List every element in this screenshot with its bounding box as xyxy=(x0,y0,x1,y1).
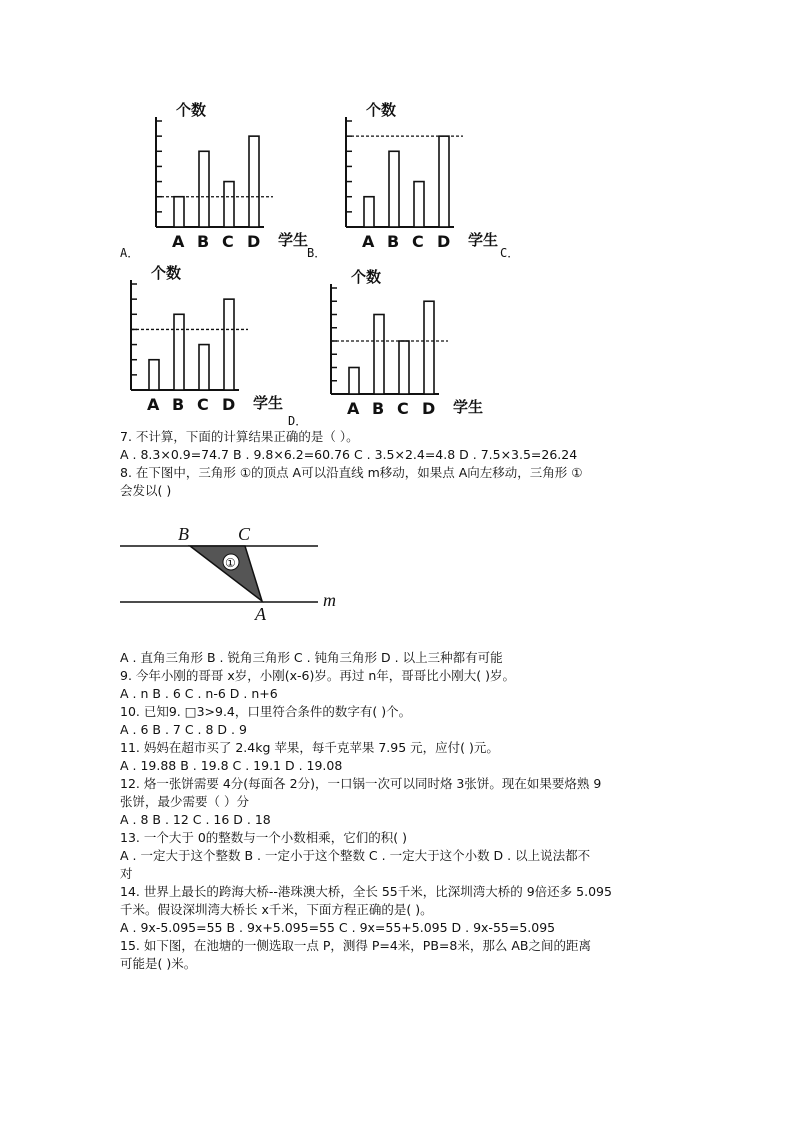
bar-B xyxy=(389,151,399,227)
x-tick-label-A: A xyxy=(347,399,360,418)
bar-A xyxy=(349,368,359,395)
option-b-label: B． xyxy=(307,246,327,260)
chart-option-d xyxy=(315,262,490,426)
x-tick-label-D: D xyxy=(422,399,436,418)
q15-stem-1: 15. 如下图，在池塘的一侧选取一点 P，测得 P=4米，PB=8米，那么 AB之间的距离 xyxy=(120,938,591,953)
q11-options: A . 19.88 B . 19.8 C . 19.1 D . 19.08 xyxy=(120,758,343,773)
bar-A xyxy=(364,197,374,227)
triangle-1 xyxy=(190,546,262,601)
x-tick-label-B: B xyxy=(197,232,210,251)
q14-stem-2: 千米。假设深圳湾大桥长 x千米，下面方程正确的是( )。 xyxy=(120,902,433,917)
chart-b-svg xyxy=(330,95,500,260)
x-tick-label-D: D xyxy=(247,232,261,251)
x-tick-label-B: B xyxy=(372,399,385,418)
point-c-label: C xyxy=(238,524,251,544)
bar-C xyxy=(224,182,234,227)
q7-options: A . 8.3×0.9=74.7 B . 9.8×6.2=60.76 C . 3.5×2.4=4.8 D . 7.5×3.5=26.24 xyxy=(120,447,578,462)
x-tick-label-A: A xyxy=(172,232,185,251)
bar-D xyxy=(439,136,449,227)
x-tick-label-C: C xyxy=(222,232,234,251)
q12-options: A . 8 B . 12 C . 16 D . 18 xyxy=(120,812,271,827)
bar-D xyxy=(249,136,259,227)
bar-B xyxy=(199,151,209,227)
chart-a-svg xyxy=(140,95,310,260)
x-axis-label: 学生 xyxy=(278,231,309,249)
x-tick-label-D: D xyxy=(222,395,236,414)
q10-options: A . 6 B . 7 C . 8 D . 9 xyxy=(120,722,247,737)
q11-stem: 11. 妈妈在超市买了 2.4kg 苹果，每千克苹果 7.95 元，应付( )元。 xyxy=(120,740,499,755)
q15-stem-2: 可能是( )米。 xyxy=(120,956,197,971)
bar-B xyxy=(374,315,384,395)
bar-B xyxy=(174,314,184,390)
y-axis-label: 个数 xyxy=(366,101,397,119)
bar-C xyxy=(399,341,409,394)
q8-stem-2: 会发以( ) xyxy=(120,483,172,498)
chart-option-a xyxy=(140,95,310,264)
option-d-label: D． xyxy=(288,414,308,428)
q10-stem: 10. 已知9. □3>9.4，口里符合条件的数字有( )个。 xyxy=(120,704,412,719)
q8-options: A . 直角三角形 B . 锐角三角形 C . 钝角三角形 D . 以上三种都有可能 xyxy=(120,650,503,665)
q12-stem-1: 12. 烙一张饼需要 4分(每面各 2分)，一口锅一次可以同时烙 3张饼。现在如果要烙熟 9 xyxy=(120,776,602,791)
q14-stem-1: 14. 世界上最长的跨海大桥--港珠澳大桥，全长 55千米，比深圳湾大桥的 9倍还多 5.095 xyxy=(120,884,612,899)
x-tick-label-A: A xyxy=(362,232,375,251)
bar-C xyxy=(199,345,209,390)
bar-D xyxy=(424,301,434,394)
x-tick-label-A: A xyxy=(147,395,160,414)
x-axis-label: 学生 xyxy=(253,394,284,412)
q12-stem-2: 张饼，最少需要（ ）分 xyxy=(120,794,249,809)
triangle-svg xyxy=(115,518,355,628)
q14-options: A . 9x-5.095=55 B . 9x+5.095=55 C . 9x=55+5.095 D . 9x-55=5.095 xyxy=(120,920,556,935)
y-axis-label: 个数 xyxy=(351,268,382,286)
option-a-label: A． xyxy=(120,246,140,260)
bar-D xyxy=(224,299,234,390)
point-b-label: B xyxy=(178,524,189,544)
q7-stem: 7. 不计算，下面的计算结果正确的是（ ）。 xyxy=(120,429,359,444)
bar-A xyxy=(174,197,184,227)
triangle-label: ① xyxy=(225,556,236,570)
point-a-label: A xyxy=(255,604,266,624)
bar-A xyxy=(149,360,159,390)
x-tick-label-B: B xyxy=(387,232,400,251)
bar-C xyxy=(414,182,424,227)
chart-option-c xyxy=(115,258,290,422)
x-tick-label-B: B xyxy=(172,395,185,414)
chart-d-svg xyxy=(315,262,490,422)
option-c-label: C． xyxy=(500,246,520,260)
chart-option-b xyxy=(330,95,500,264)
y-axis-label: 个数 xyxy=(176,101,207,119)
line-m-label: m xyxy=(323,590,336,610)
x-axis-label: 学生 xyxy=(468,231,499,249)
x-tick-label-C: C xyxy=(412,232,424,251)
triangle-diagram xyxy=(115,518,355,632)
chart-c-svg xyxy=(115,258,290,418)
x-tick-label-D: D xyxy=(437,232,451,251)
q13-options-1: A . 一定大于这个整数 B . 一定小于这个整数 C . 一定大于这个小数 D . 以上说法都不 xyxy=(120,848,591,863)
x-axis-label: 学生 xyxy=(453,398,484,416)
q9-stem: 9. 今年小刚的哥哥 x岁，小刚(x-6)岁。再过 n年，哥哥比小刚大( )岁。 xyxy=(120,668,516,683)
x-tick-label-C: C xyxy=(397,399,409,418)
q13-options-2: 对 xyxy=(120,866,133,881)
q9-options: A . n B . 6 C . n-6 D . n+6 xyxy=(120,686,278,701)
q8-stem-1: 8. 在下图中，三角形 ①的顶点 A可以沿直线 m移动，如果点 A向左移动，三角形 ① xyxy=(120,465,583,480)
y-axis-label: 个数 xyxy=(151,264,182,282)
q13-stem: 13. 一个大于 0的整数与一个小数相乘，它们的积( ) xyxy=(120,830,408,845)
x-tick-label-C: C xyxy=(197,395,209,414)
